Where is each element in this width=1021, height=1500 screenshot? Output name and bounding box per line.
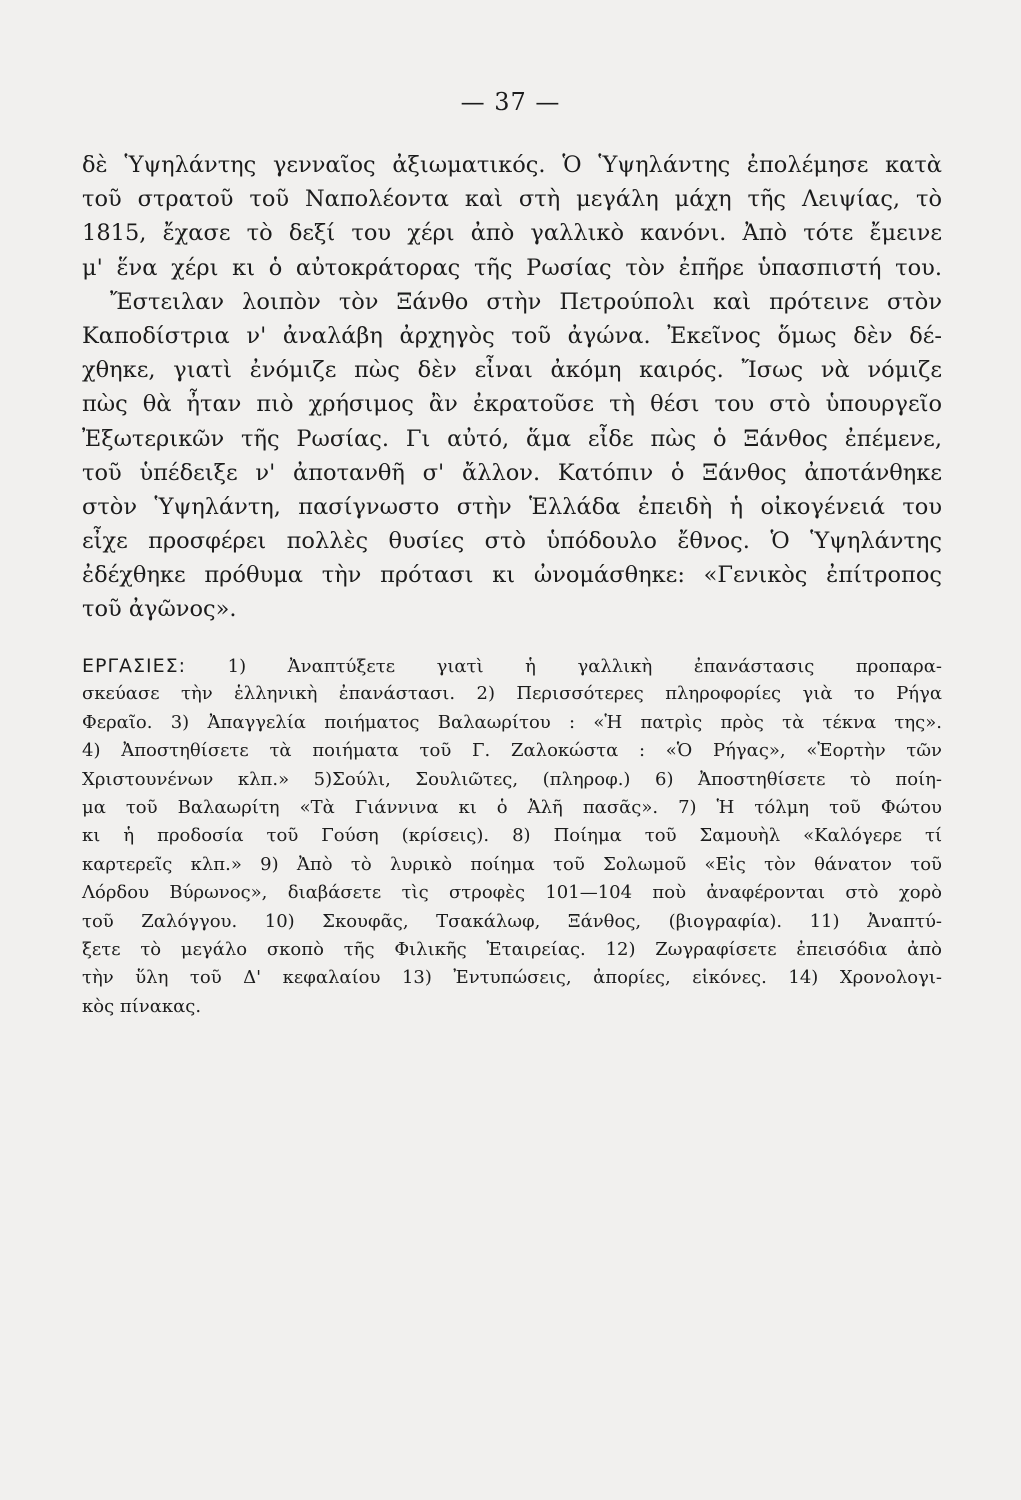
paragraph-line: Ἔστειλαν λοιπὸν τὸν Ξάνθο στὴν Πετρούπολι καὶ πρότεινε στὸν xyxy=(110,288,942,315)
paragraph-line: 1815, ἔχασε τὸ δεξί του χέρι ἀπὸ γαλλικὸ κανόνι. Ἀπὸ τότε ἔμεινε xyxy=(82,220,942,247)
paragraph-line: ἐδέχθηκε πρόθυμα τὴν πρότασι κι ὠνομάσθηκε: «Γενικὸς ἐπίτροπος xyxy=(82,562,942,589)
exercise-line: ξετε τὸ μεγάλο σκοπὸ τῆς Φιλικῆς Ἑταιρείας. 12) Ζωγραφίσετε ἐπεισόδια ἀπὸ xyxy=(82,938,942,960)
exercise-line: κι ἡ προδοσία τοῦ Γούση (κρίσεις). 8) Ποίημα τοῦ Σαμουὴλ «Καλόγερε τί xyxy=(82,825,942,847)
exercise-line: Φεραῖο. 3) Ἀπαγγελία ποιήματος Βαλαωρίτου : «Ἡ πατρὶς πρὸς τὰ τέκνα της». xyxy=(82,711,942,733)
paragraph-line: πὼς θὰ ἦταν πιὸ χρήσιμος ἂν ἐκρατοῦσε τὴ θέσι του στὸ ὑπουργεῖο xyxy=(82,391,942,418)
exercise-line: μα τοῦ Βαλαωρίτη «Τὰ Γιάννινα κι ὁ Ἀλῆ πασᾶς». 7) Ἡ τόλμη τοῦ Φώτου xyxy=(82,796,942,818)
paragraph-line: στὸν Ὑψηλάντη, πασίγνωστο στὴν Ἑλλάδα ἐπειδὴ ἡ οἰκογένειά του xyxy=(82,493,942,520)
exercises-heading: ΕΡΓΑΣΙΕΣ: xyxy=(82,655,187,677)
paragraph-line: Ἐξωτερικῶν τῆς Ρωσίας. Γι αὐτό, ἅμα εἶδε πὼς ὁ Ξάνθος ἐπέμενε, xyxy=(82,425,942,452)
exercise-line: Χριστουνένων κλπ.» 5)Σούλι, Σουλιῶτες, (πληροφ.) 6) Ἀποστηθίσετε τὸ ποίη- xyxy=(82,768,942,790)
paragraph-line: εἶχε προσφέρει πολλὲς θυσίες στὸ ὑπόδουλο ἔθνος. Ὁ Ὑψηλάντης xyxy=(82,528,942,555)
paragraph-line: χθηκε, γιατὶ ἐνόμιζε πὼς δὲν εἶναι ἀκόμη καιρός. Ἴσως νὰ νόμιζε xyxy=(82,357,942,384)
paragraph-line: δὲ Ὑψηλάντης γενναῖος ἀξιωματικός. Ὁ Ὑψηλάντης ἐπολέμησε κατὰ xyxy=(82,152,942,178)
exercise-line: καρτερεῖς κλπ.» 9) Ἀπὸ τὸ λυρικὸ ποίημα τοῦ Σολωμοῦ «Εἰς τὸν θάνατον τοῦ xyxy=(82,853,942,875)
page-number: — 37 — xyxy=(460,88,561,116)
exercise-line: Λόρδου Βύρωνος», διαβάσετε τὶς στροφὲς 101—104 ποὺ ἀναφέρονται στὸ χορὸ xyxy=(82,882,942,904)
paragraph-line: μ' ἕνα χέρι κι ὁ αὐτοκράτορας τῆς Ρωσίας τὸν ἐπῆρε ὑπασπιστή του. xyxy=(82,254,942,281)
exercise-line: 4) Ἀποστηθίσετε τὰ ποιήματα τοῦ Γ. Ζαλοκώστα : «Ὁ Ρήγας», «Ἑορτὴν τῶν xyxy=(82,740,942,762)
exercise-line: τὴν ὕλη τοῦ Δ' κεφαλαίου 13) Ἐντυπώσεις, ἀπορίες, εἰκόνες. 14) Χρονολογι- xyxy=(82,967,942,989)
paragraph-line: τοῦ ὑπέδειξε ν' ἀποτανθῆ σ' ἄλλον. Κατόπιν ὁ Ξάνθος ἀποτάνθηκε xyxy=(82,459,942,486)
exercise-line: τοῦ Ζαλόγγου. 10) Σκουφᾶς, Τσακάλωφ, Ξάνθος, (βιογραφία). 11) Ἀναπτύ- xyxy=(82,910,942,932)
paragraph-line: τοῦ στρατοῦ τοῦ Ναπολέοντα καὶ στὴ μεγάλη μάχη τῆς Λειψίας, τὸ xyxy=(82,186,942,213)
exercise-line: κὸς πίνακας. xyxy=(82,995,202,1017)
main-paragraph xyxy=(82,148,942,627)
paragraph-line: τοῦ ἀγῶνος». xyxy=(82,596,237,623)
exercises-section xyxy=(82,652,942,1021)
exercises-first-line xyxy=(82,652,942,680)
exercise-line: σκεύασε τὴν ἑλληνικὴ ἐπανάστασι. 2) Περισσότερες πληροφορίες γιὰ το Ρήγα xyxy=(82,683,942,705)
paragraph-line: Καποδίστρια ν' ἀναλάβη ἀρχηγὸς τοῦ ἀγώνα. Ἐκεῖνος ὅμως δὲν δέ- xyxy=(82,322,942,349)
exercise-text: 1) Ἀναπτύξετε γιατὶ ἡ γαλλικὴ ἐπανάστασις προπαρα- xyxy=(227,656,942,677)
